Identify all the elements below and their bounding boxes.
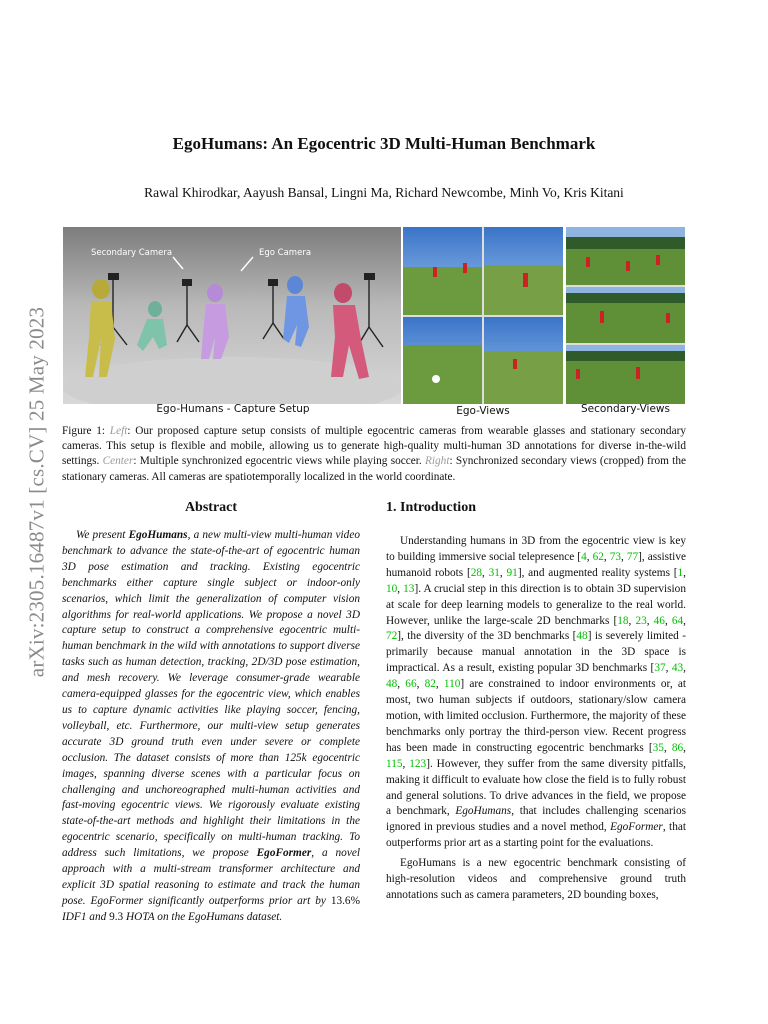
paper-title: EgoHumans: An Egocentric 3D Multi-Human Benchmark	[172, 134, 596, 153]
citation[interactable]: 82	[424, 678, 436, 691]
arxiv-stamp-text: arXiv:2305.16487v1 [cs.CV] 25 May 2023	[24, 306, 49, 678]
citation[interactable]: 35	[652, 741, 664, 754]
secondary-views-image	[566, 227, 685, 404]
caption-prefix: Figure 1:	[62, 425, 110, 437]
capture-setup-image	[63, 227, 401, 404]
ego-camera-label: Ego Camera	[259, 248, 312, 258]
intro-text-3: ], and augmented reality systems [	[517, 566, 678, 579]
capture-setup-caption: Ego-Humans - Capture Setup	[156, 403, 310, 415]
introduction-section	[386, 500, 686, 904]
citation[interactable]: 1	[677, 566, 684, 579]
citation[interactable]: 72	[386, 630, 398, 643]
citation[interactable]: 86	[671, 741, 684, 754]
caption-center-label: Center	[102, 455, 134, 468]
abstract-text-3: , a novel approach with a multi-stream transformer architecture and explicit 3D spatial reasoning to estimate and track the human pose. EgoFormer significantly outperforms prior art by	[62, 847, 360, 907]
intro-text-2: ], assistive humanoid robots [	[386, 550, 686, 579]
secondary-views-caption: Secondary-Views	[581, 403, 670, 415]
abstract-text-5: HOTA on the EgoHumans dataset.	[123, 910, 283, 923]
figure-caption	[62, 424, 686, 485]
arxiv-stamp	[22, 262, 52, 722]
intro-text-7: ] are constrained to indoor environments or, at most, two human subjects if outdoors, stationary/slow camera motion, with limited occlusion. Furthermore, the majority of these benchmarks only portray the third-person view. Recent progress has been made in constructing egocentric benchmarks [	[386, 678, 686, 754]
intro-text-6: ] is severely limited - primarily because manual annotation in the 3D space is impractical. As a result, existing popular 3D benchmarks [	[386, 630, 686, 675]
citation[interactable]: 23	[635, 614, 647, 627]
citation[interactable]: 18	[617, 614, 629, 627]
citation[interactable]: 28	[470, 566, 483, 579]
intro-egoformer-italic: EgoFormer	[610, 821, 663, 834]
caption-right-text: : Synchronized secondary views (cropped) from the stationary cameras. All cameras are spatiotemporally localized in the world coordinate.	[62, 455, 686, 483]
introduction-heading: 1. Introduction	[386, 500, 476, 515]
capture-setup-illustration	[63, 227, 401, 404]
ego-views-caption: Ego-Views	[456, 405, 510, 417]
citation[interactable]: 91	[506, 566, 518, 579]
citation[interactable]: 43	[671, 662, 684, 675]
intro-text-5: ], the diversity of the 3D benchmarks [	[397, 630, 577, 643]
figure-1	[63, 227, 685, 419]
abstract-egoformer-bold: EgoFormer	[256, 847, 312, 860]
abstract-paragraph	[62, 528, 360, 926]
abstract-text-1: We present	[76, 529, 129, 541]
citation[interactable]: 123	[409, 757, 427, 770]
ego-views-image	[403, 227, 563, 404]
abstract-number-1: 13.6%	[330, 894, 360, 907]
intro-text-1: Understanding humans in 3D from the egocentric view is key to building immersive social telepresence [	[386, 535, 686, 563]
caption-left-label: Left	[109, 425, 128, 437]
abstract-text-2: , a new multi-view multi-human video benchmark to advance the state-of-the-art of egocentric human 3D pose estimation and tracking. Existing egocentric benchmarks either capture single subject or indoor-only scenarios, which limit the generalization of computer vision algorithms for real-world applications. We propose a novel 3D capture setup to construct a comprehensive egocentric multi-human benchmark in the wild with annotations to support diverse tasks such as human detection, tracking, 2D/3D pose estimation, and mesh recovery. We leverage consumer-grade wearable camera-equipped glasses for the egocentric view, which enables us to capture dynamic activities like playing soccer, fencing, volleyball, etc. Furthermore, our multi-view setup generates accurate 3D ground truth even under severe or complete occlusion. The dataset consists of more than 125k egocentric images, spanning diverse scenes with a particular focus on challenging and unchoreographed multi-human activities and fast-moving egocentric views. We rigorously evaluate existing state-of-the-art methods and highlight their limitations in the egocentric scenario, specifically on multi-human tracking. To address such limitations, we propose	[62, 529, 360, 860]
citation[interactable]: 4	[581, 550, 587, 563]
intro-text-8: ]. However, they suffer from the same diversity pitfalls, making it difficult to evaluate how close the field is to fully robust and general solutions. To drive advances in the field, we propose a benchmark,	[386, 757, 686, 818]
caption-left-text: : Our proposed capture setup consists of multiple egocentric cameras from wearable glasses and stationary secondary cameras. This setup is flexible and mobile, allowing us to generate high-quality multi-human 3D annotations for diverse in-the-wild settings.	[62, 425, 686, 468]
citation[interactable]: 10	[386, 582, 398, 595]
citation[interactable]: 48	[386, 678, 398, 691]
intro-egohumans-italic: EgoHumans	[455, 805, 512, 818]
citation[interactable]: 110	[443, 678, 461, 691]
intro-text-10: , that outperforms prior art as a starting point for the evaluations.	[386, 821, 686, 850]
introduction-paragraph-1: Understanding humans in 3D from the egocentric view is key to building immersive social telepresence [4, 62, 73, 77], assistive humanoid robots [28, 31, 91], and augmented reality systems [1, 10, 13]. A crucial step in this direction is to obtain 3D supervision at scale for deep learning models to generalize to the real world. However, unlike the large-scale 2D benchmarks [18, 23, 46, 64, 72], the diversity of the 3D benchmarks [48] is severely limited - primarily because manual annotation in the 3D space is impractical. As a result, existing popular 3D benchmarks [37, 43, 48, 66, 82, 110] are constrained to indoor environments or, at most, two human subjects if outdoors, stationary/slow camera motion, with limited occlusion. Furthermore, the majority of these benchmarks only portray the third-person view. Recent progress has been made in constructing egocentric benchmarks [35, 86, 115, 123]. However, they suffer from the same diversity pitfalls, making it difficult to evaluate how close the field is to fully robust and general solutions. To drive advances in the field, we propose a benchmark, EgoHumans, that includes challenging scenarios ignored in previous studies and a novel method, EgoFormer, that outperforms prior art as a starting point for the evaluations.	[386, 535, 686, 850]
citation[interactable]: 115	[386, 757, 403, 770]
secondary-camera-label: Secondary Camera	[91, 248, 173, 258]
intro-text-9: , that includes challenging scenarios ignored in previous studies and a novel method,	[386, 805, 686, 834]
secondary-views-illustration	[566, 227, 685, 404]
citation[interactable]: 13	[403, 582, 415, 595]
caption-right-label: Right	[424, 455, 450, 468]
citation[interactable]: 73	[609, 550, 621, 563]
abstract-heading: Abstract	[184, 500, 238, 515]
abstract-text-4: IDF1 and	[62, 910, 110, 923]
citation[interactable]: 66	[405, 678, 417, 691]
caption-center-text: : Multiple synchronized egocentric views while playing soccer.	[133, 455, 425, 468]
citation[interactable]: 62	[592, 550, 604, 563]
abstract-section	[62, 500, 360, 926]
citation[interactable]: 48	[576, 630, 588, 643]
ego-views-illustration	[403, 227, 563, 404]
citation[interactable]: 37	[654, 662, 666, 675]
abstract-number-2: 9.3	[109, 910, 124, 923]
intro-text-4: ]. A crucial step in this direction is to obtain 3D supervision at scale for deep learning models to generalize to the real world. However, unlike the large-scale 2D benchmarks [	[386, 582, 686, 627]
introduction-paragraph-2: EgoHumans is a new egocentric benchmark consisting of high-resolution videos and comprehensive ground truth annotations such as camera parameters, 2D bounding boxes,	[386, 857, 686, 901]
abstract-egohumans-bold: EgoHumans	[128, 529, 188, 541]
citation[interactable]: 31	[488, 566, 500, 579]
paper-authors: Rawal Khirodkar, Aayush Bansal, Lingni Ma, Richard Newcombe, Minh Vo, Kris Kitani	[144, 185, 624, 200]
citation[interactable]: 77	[626, 550, 639, 563]
citation[interactable]: 64	[671, 614, 684, 627]
citation[interactable]: 46	[653, 614, 665, 627]
